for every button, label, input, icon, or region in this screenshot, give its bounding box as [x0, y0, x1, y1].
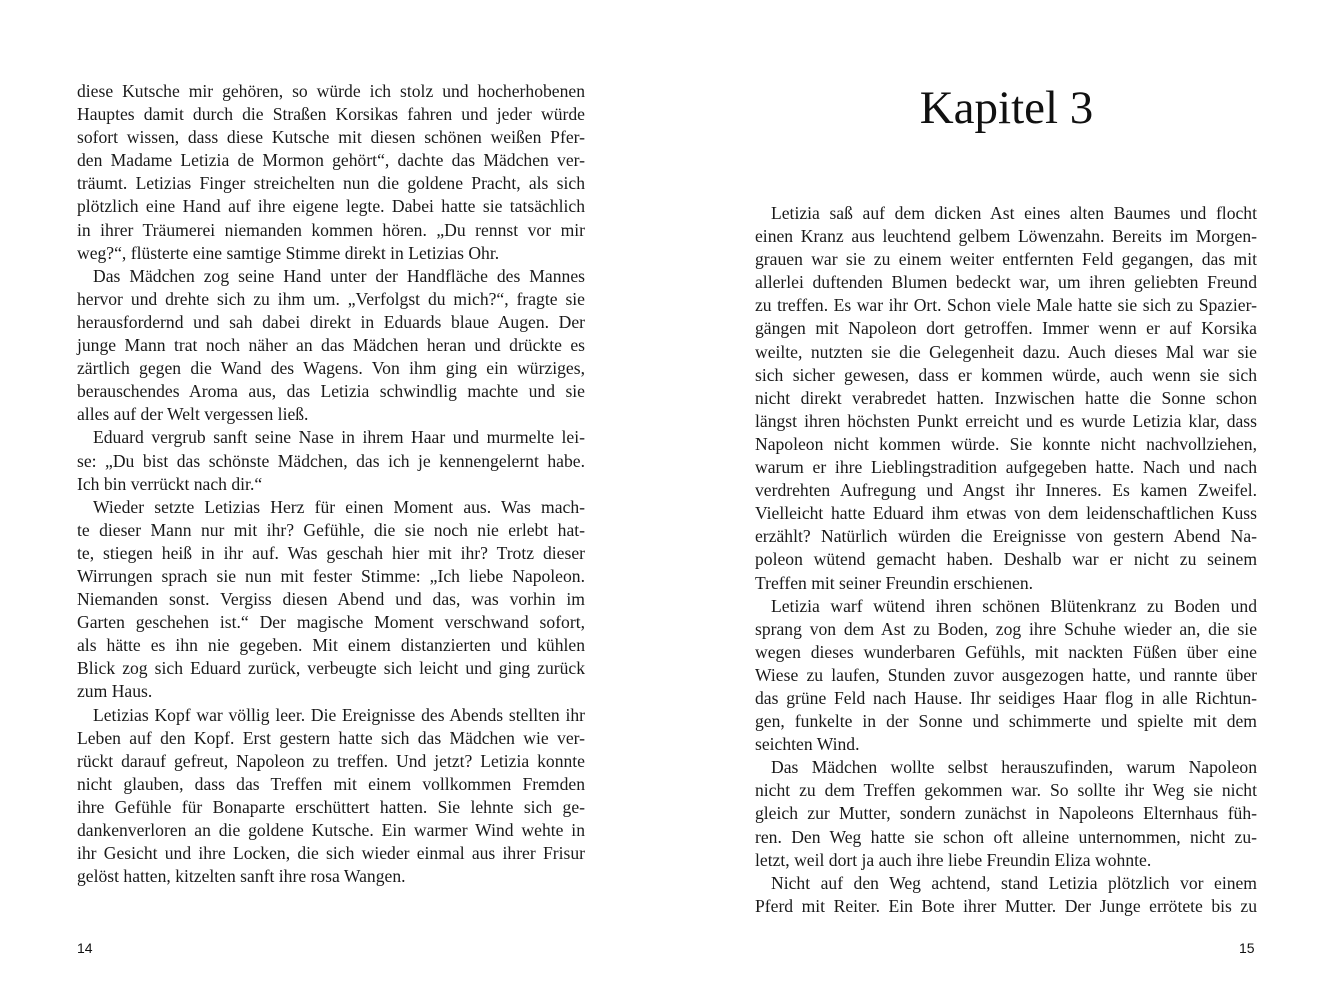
text-line: poleon wütend gemacht haben. Deshalb war er nicht zu seinem	[755, 549, 1257, 570]
text-line: als hätte es ihn nie gegeben. Mit einem distanzierten und kühlen	[77, 635, 585, 656]
text-line: grauen war sie zu einem weiter entfernten Feld gegangen, das mit	[755, 249, 1257, 270]
text-line: alles auf der Welt vergessen ließ.	[77, 404, 309, 425]
text-line: Letizia saß auf dem dicken Ast eines alten Baumes und flocht	[771, 203, 1257, 223]
text-line: te, stiegen heiß in ihr auf. Was geschah hier mit ihr? Trotz dieser	[77, 542, 585, 563]
text-line: seichten Wind.	[755, 734, 860, 755]
text-line: se: „Du bist das schönste Mädchen, das ich je kennengelernt habe.	[77, 450, 585, 471]
text-line: plötzlich eine Hand auf ihre eigene legte. Dabei hatte sie tatsächlich	[77, 196, 585, 217]
text-line: Pferd mit Reiter. Ein Bote ihrer Mutter. Der Junge errötete bis zu	[755, 895, 1257, 916]
text-line: gen, funkelte in der Sonne und schimmerte und spielte mit dem	[755, 711, 1257, 732]
text-line: gelöst hatten, kitzelten sanft ihre rosa Wangen.	[77, 866, 406, 887]
text-line: Treffen mit seiner Freundin erschienen.	[755, 572, 1034, 593]
text-line: Nicht auf den Weg achtend, stand Letizia plötzlich vor einem	[771, 872, 1257, 893]
text-line: sich sicher gewesen, dass er kommen würde, auch wenn sie sich	[755, 364, 1257, 385]
text-line: warum er ihre Lieblingstradition aufgegeben hatte. Nach und nach	[755, 457, 1257, 478]
text-line: zärtlich gegen die Wand des Wagens. Von ihm ging ein würziges,	[77, 358, 585, 379]
text-line: weilte, nutzten sie die Gelegenheit dazu. Auch dieses Mal war sie	[755, 341, 1257, 362]
text-line: ihr Gesicht und ihre Locken, die sich wieder einmal aus ihrer Frisur	[77, 843, 585, 864]
text-line: zu treffen. Es war ihr Ort. Schon viele Male hatte sie sich zu Spazier-	[755, 295, 1257, 316]
text-line: träumt. Letizias Finger streichelten nun die goldene Pracht, als sich	[77, 173, 585, 194]
text-line: zum Haus.	[77, 681, 153, 702]
text-line: wegen dieses wunderbaren Gefühls, mit nackten Füßen über eine	[755, 641, 1257, 662]
text-line: weg?“, flüsterte eine samtige Stimme direkt in Letizias Ohr.	[77, 242, 500, 263]
chapter-title: Kapitel 3	[919, 82, 1094, 134]
text-line: ihre Gefühle für Bonaparte erschüttert hatten. Sie lehnte sich ge-	[77, 796, 585, 817]
text-line: te dieser Mann nur mit ihr? Gefühle, die sie noch nie erlebt hat-	[77, 519, 585, 540]
text-line: Niemanden sonst. Vergiss diesen Abend und das, was vorhin im	[77, 589, 585, 610]
text-line: diese Kutsche mir gehören, so würde ich stolz und hocherhobenen	[77, 81, 585, 101]
left-page-body	[77, 80, 585, 888]
text-line: in ihrer Träumerei niemanden kommen hören. „Du rennst vor mir	[77, 219, 585, 240]
text-line: Das Mädchen wollte selbst herauszufinden, warum Napoleon	[771, 757, 1257, 778]
text-line: junge Mann trat noch näher an das Mädchen heran und drückte es	[77, 335, 585, 356]
text-line: Eduard vergrub sanft seine Nase in ihrem Haar und murmelte lei-	[93, 427, 585, 448]
text-line: Ich bin verrückt nach dir.“	[77, 473, 263, 494]
text-line: einen Kranz aus leuchtend gelbem Löwenzahn. Bereits im Morgen-	[755, 226, 1257, 247]
text-line: hervor und drehte sich zu ihm um. „Verfolgst du mich?“, fragte sie	[77, 288, 585, 309]
text-line: Vielleicht hatte Eduard ihm etwas von dem leidenschaftlichen Kuss	[755, 503, 1257, 524]
text-line: nicht glauben, dass das Treffen mit einem vollkommen Fremden	[77, 773, 585, 794]
text-line: Letizia warf wütend ihren schönen Blütenkranz zu Boden und	[771, 595, 1257, 616]
text-line: dankenverloren an die goldene Kutsche. Ein warmer Wind wehte in	[77, 820, 585, 840]
text-line: den Madame Letizia de Mormon gehört“, dachte das Mädchen ver-	[77, 150, 585, 171]
text-line: Wiese zu laufen, Stunden zuvor ausgezogen hatte, und rannte über	[755, 664, 1257, 685]
right-page-body	[755, 202, 1257, 918]
text-line: gleich zur Mutter, sondern zunächst in Napoleons Elternhaus füh-	[755, 803, 1257, 824]
text-line: Letizias Kopf war völlig leer. Die Ereignisse des Abends stellten ihr	[93, 704, 585, 725]
left-page	[0, 0, 665, 1000]
text-line: herausfordernd und sah dabei direkt in Eduards blaue Augen. Der	[77, 311, 585, 332]
text-line: sprang von dem Ast zu Boden, zog ihre Schuhe wieder an, die sie	[755, 618, 1257, 639]
text-line: Das Mädchen zog seine Hand unter der Handfläche des Mannes	[93, 265, 585, 286]
text-line: ren. Den Weg hatte sie schon oft alleine unternommen, nicht zu-	[755, 826, 1257, 847]
text-line: letzt, weil dort ja auch ihre liebe Freundin Eliza wohnte.	[755, 849, 1152, 870]
text-line: Hauptes damit durch die Straßen Korsikas fahren und jeder würde	[77, 104, 585, 125]
text-line: Wirrungen sprach sie nun mit fester Stimme: „Ich liebe Napoleon.	[77, 565, 585, 586]
right-page	[665, 0, 1331, 1000]
text-line: verdrehten Aufregung und Angst ihr Inneres. Es kamen Zweifel.	[755, 480, 1257, 501]
text-line: rückt darauf gefreut, Napoleon zu treffen. Und jetzt? Letizia konnte	[77, 750, 585, 771]
text-line: Blick zog sich Eduard zurück, verbeugte sich leicht und ging zurück	[77, 658, 585, 679]
text-line: Wieder setzte Letizias Herz für einen Moment aus. Was mach-	[93, 496, 585, 517]
page-number-left: 14	[77, 940, 93, 956]
text-line: nicht zu dem Treffen gekommen war. So sollte ihr Weg sie nicht	[755, 780, 1257, 801]
text-line: längst ihren höchsten Punkt erreicht und es wurde Letizia klar, dass	[755, 410, 1257, 431]
text-line: berauschendes Aroma aus, das Letizia schwindlig machte und sie	[77, 381, 585, 402]
text-line: Garten geschehen ist.“ Der magische Moment verschwand sofort,	[77, 612, 585, 633]
page-number-right: 15	[1239, 940, 1255, 956]
text-line: allerlei duftenden Blumen bedeckt war, um ihren geliebten Freund	[755, 272, 1257, 293]
text-line: sofort wissen, dass diese Kutsche mit diesen schönen weißen Pfer-	[77, 127, 585, 148]
text-line: Napoleon nicht kommen würde. Sie konnte nicht nachvollziehen,	[755, 433, 1257, 454]
text-line: das grüne Feld nach Hause. Ihr seidiges Haar flog in alle Richtun-	[755, 687, 1257, 708]
text-line: nicht direkt verabredet hatten. Inzwischen hatte die Sonne schon	[755, 387, 1257, 408]
text-line: erzählt? Natürlich würden die Ereignisse von gestern Abend Na-	[755, 526, 1257, 547]
text-line: Leben auf den Kopf. Erst gestern hatte sich das Mädchen wie ver-	[77, 727, 585, 748]
text-line: gängen mit Napoleon dort getroffen. Immer wenn er auf Korsika	[755, 318, 1257, 339]
